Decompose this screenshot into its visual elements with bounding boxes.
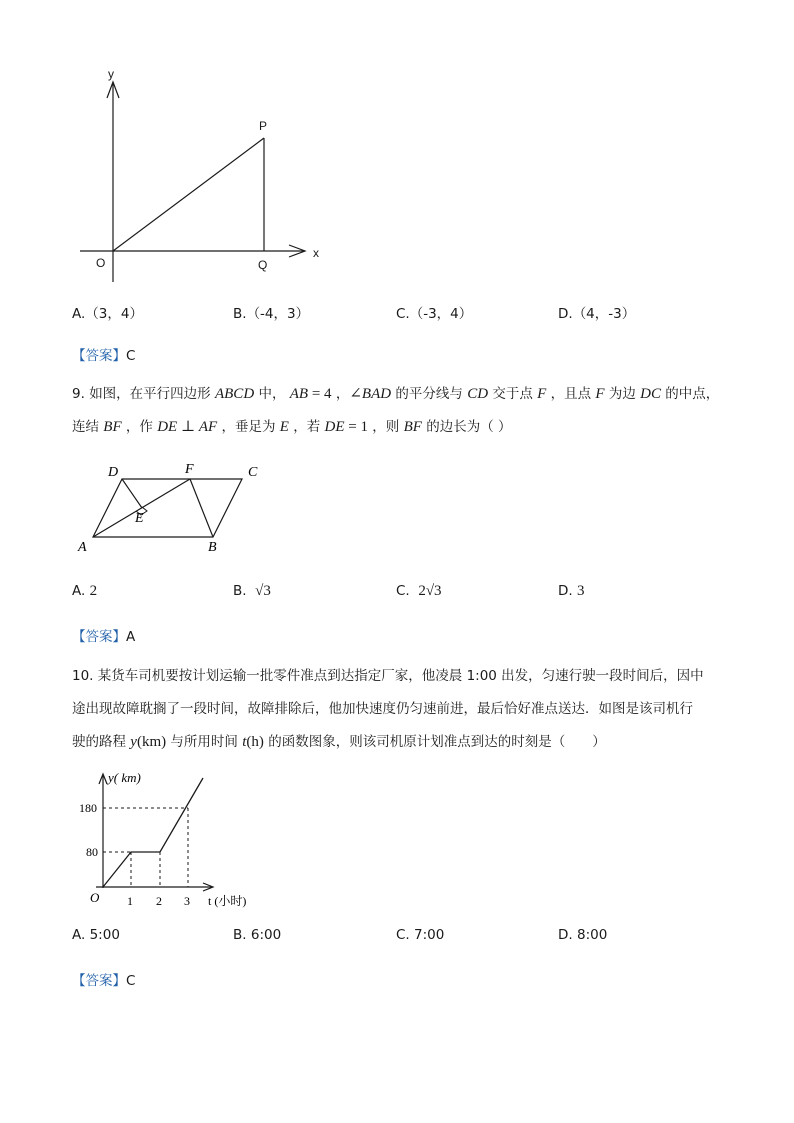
option-text: 2: [89, 583, 98, 599]
option-letter: C.: [396, 306, 410, 322]
q9-option-b: [233, 583, 271, 600]
option-letter: D.: [558, 927, 573, 943]
math-variable: y: [130, 734, 137, 750]
answer-value: C: [126, 348, 136, 364]
segment-de: [122, 479, 142, 508]
question-number: 10.: [72, 668, 94, 684]
q10-option-c: [396, 927, 444, 943]
text-segment: 的边长为（ ）: [421, 419, 512, 435]
option-letter: C.: [396, 927, 410, 943]
option-text: （-3，4）: [409, 306, 473, 322]
q8-option-d: [558, 302, 635, 322]
option-letter: A.: [72, 927, 86, 943]
math-variable: ABCD: [214, 386, 255, 402]
x-tick-1: 1: [127, 894, 133, 908]
q10-line-3-text: [72, 734, 606, 750]
math-variable: AB: [289, 386, 309, 402]
answer-tag: 【答案】: [72, 973, 126, 989]
q9-line-1: [72, 378, 722, 411]
text-segment: 与所用时间: [166, 734, 243, 750]
q10-option-a: [72, 927, 120, 943]
q9-option-c: [396, 583, 442, 600]
q9-line-2: [72, 411, 722, 444]
math-variable: DE: [157, 419, 178, 435]
text-segment: 连结: [72, 419, 104, 435]
q8-option-c: [396, 302, 472, 322]
text-segment: ，垂足为: [217, 419, 280, 435]
point-q-label: Q: [258, 258, 268, 272]
option-text: √3: [255, 583, 271, 599]
math-expression: (km): [136, 734, 167, 750]
option-letter: D.: [558, 583, 573, 599]
math-variable: BAD: [361, 386, 392, 402]
math-variable: BF: [103, 419, 122, 435]
math-expression: = 1: [344, 419, 368, 435]
q9-line-2-text: [72, 419, 512, 435]
q10-stem: [72, 660, 722, 759]
option-letter: B.: [233, 583, 247, 599]
q10-line-2-text: 途出现故障耽搁了一段时间，故障排除后，他加快速度仍匀速前进，最后恰好准点送达．如图是该司机行: [72, 701, 693, 717]
text-segment: ，则: [367, 419, 404, 435]
y-axis-label: y: [108, 67, 114, 81]
option-letter: D.: [558, 306, 573, 322]
q10-line-1-text: 某货车司机要按计划运输一批零件准点到达指定厂家，他凌晨 1:00 出发，匀速行驶一段时间后，因中: [97, 668, 704, 684]
math-variable: F: [595, 386, 605, 402]
q9-line-1-text: [89, 386, 719, 402]
math-variable: E: [279, 419, 289, 435]
option-text: 2√3: [418, 583, 442, 599]
text-segment: 的函数图象，则该司机原计划准点到达的时刻是（ ）: [263, 734, 606, 750]
q9-option-a: [72, 583, 97, 600]
parallelogram-abcd: [93, 479, 242, 537]
answer-tag: 【答案】: [72, 629, 126, 645]
option-text: 6:00: [250, 927, 282, 943]
q9-option-d: [558, 583, 584, 600]
y-tick-80: 80: [86, 845, 98, 859]
y-axis-label: y( km): [108, 770, 141, 785]
q8-answer: [72, 344, 135, 364]
option-text: 8:00: [576, 927, 608, 943]
math-variable: DC: [640, 386, 661, 402]
text-segment: 中，: [254, 386, 290, 402]
x-tick-2: 2: [156, 894, 162, 908]
x-axis-label: x: [313, 246, 319, 260]
q10-line-2: [72, 693, 722, 726]
q10-distance-time-graph: [72, 768, 272, 916]
q8-option-b: [233, 302, 309, 322]
math-expression: (h): [246, 734, 264, 750]
vertex-d-label: D: [108, 465, 119, 480]
x-tick-3: 3: [184, 894, 190, 908]
q10-answer: [72, 969, 135, 989]
option-letter: B.: [233, 306, 247, 322]
option-letter: A.: [72, 306, 86, 322]
q9-answer: [72, 625, 135, 645]
answer-value: A: [126, 629, 136, 645]
option-text: （4，-3）: [572, 306, 636, 322]
origin-label: O: [90, 890, 100, 905]
q8-option-a: [72, 302, 143, 322]
q9-stem: [72, 378, 722, 444]
q9-parallelogram-figure: [72, 458, 272, 558]
option-text: （3，4）: [85, 306, 143, 322]
math-variable: F: [537, 386, 547, 402]
text-segment: ，且点: [546, 386, 596, 402]
option-letter: B.: [233, 927, 247, 943]
point-p-label: P: [259, 119, 268, 133]
y-tick-180: 180: [79, 801, 97, 815]
math-variable: t: [242, 734, 247, 750]
point-e-label: E: [135, 511, 144, 526]
segment-op: [113, 138, 264, 251]
text-segment: 驶的路程: [72, 734, 131, 750]
q10-line-1: [72, 660, 722, 693]
text-segment: 的平分线与: [391, 386, 468, 402]
text-segment: 交于点: [488, 386, 538, 402]
q10-option-b: [233, 927, 281, 943]
origin-label: O: [96, 256, 106, 270]
vertex-b-label: B: [208, 540, 217, 555]
answer-value: C: [126, 973, 136, 989]
text-segment: ，作: [121, 419, 158, 435]
question-number: 9.: [72, 386, 85, 402]
x-axis-label: t (小时): [208, 894, 247, 908]
vertex-c-label: C: [248, 465, 258, 480]
q10-option-d: [558, 927, 607, 943]
math-variable: AF: [198, 419, 218, 435]
text-segment: 如图，在平行四边形: [89, 386, 215, 402]
segment-bf: [190, 479, 213, 537]
vertex-a-label: A: [78, 540, 87, 555]
math-variable: BF: [403, 419, 422, 435]
math-variable: DE: [324, 419, 345, 435]
q10-line-3: [72, 726, 722, 759]
math-expression: ⊥: [177, 419, 199, 435]
option-text: 7:00: [414, 927, 445, 943]
option-letter: C.: [396, 583, 410, 599]
text-segment: 的中点，: [661, 386, 720, 402]
option-letter: A.: [72, 583, 86, 599]
point-f-label: F: [185, 462, 194, 477]
option-text: 5:00: [89, 927, 120, 943]
math-variable: CD: [467, 386, 489, 402]
math-expression: ∠: [349, 386, 362, 402]
option-text: （-4，3）: [246, 306, 310, 322]
option-text: 3: [576, 583, 585, 599]
text-segment: 为边: [604, 386, 641, 402]
text-segment: ，: [331, 386, 350, 402]
answer-tag: 【答案】: [72, 348, 126, 364]
math-expression: = 4: [308, 386, 332, 402]
text-segment: ，若: [288, 419, 325, 435]
q8-coordinate-figure: [60, 62, 350, 292]
